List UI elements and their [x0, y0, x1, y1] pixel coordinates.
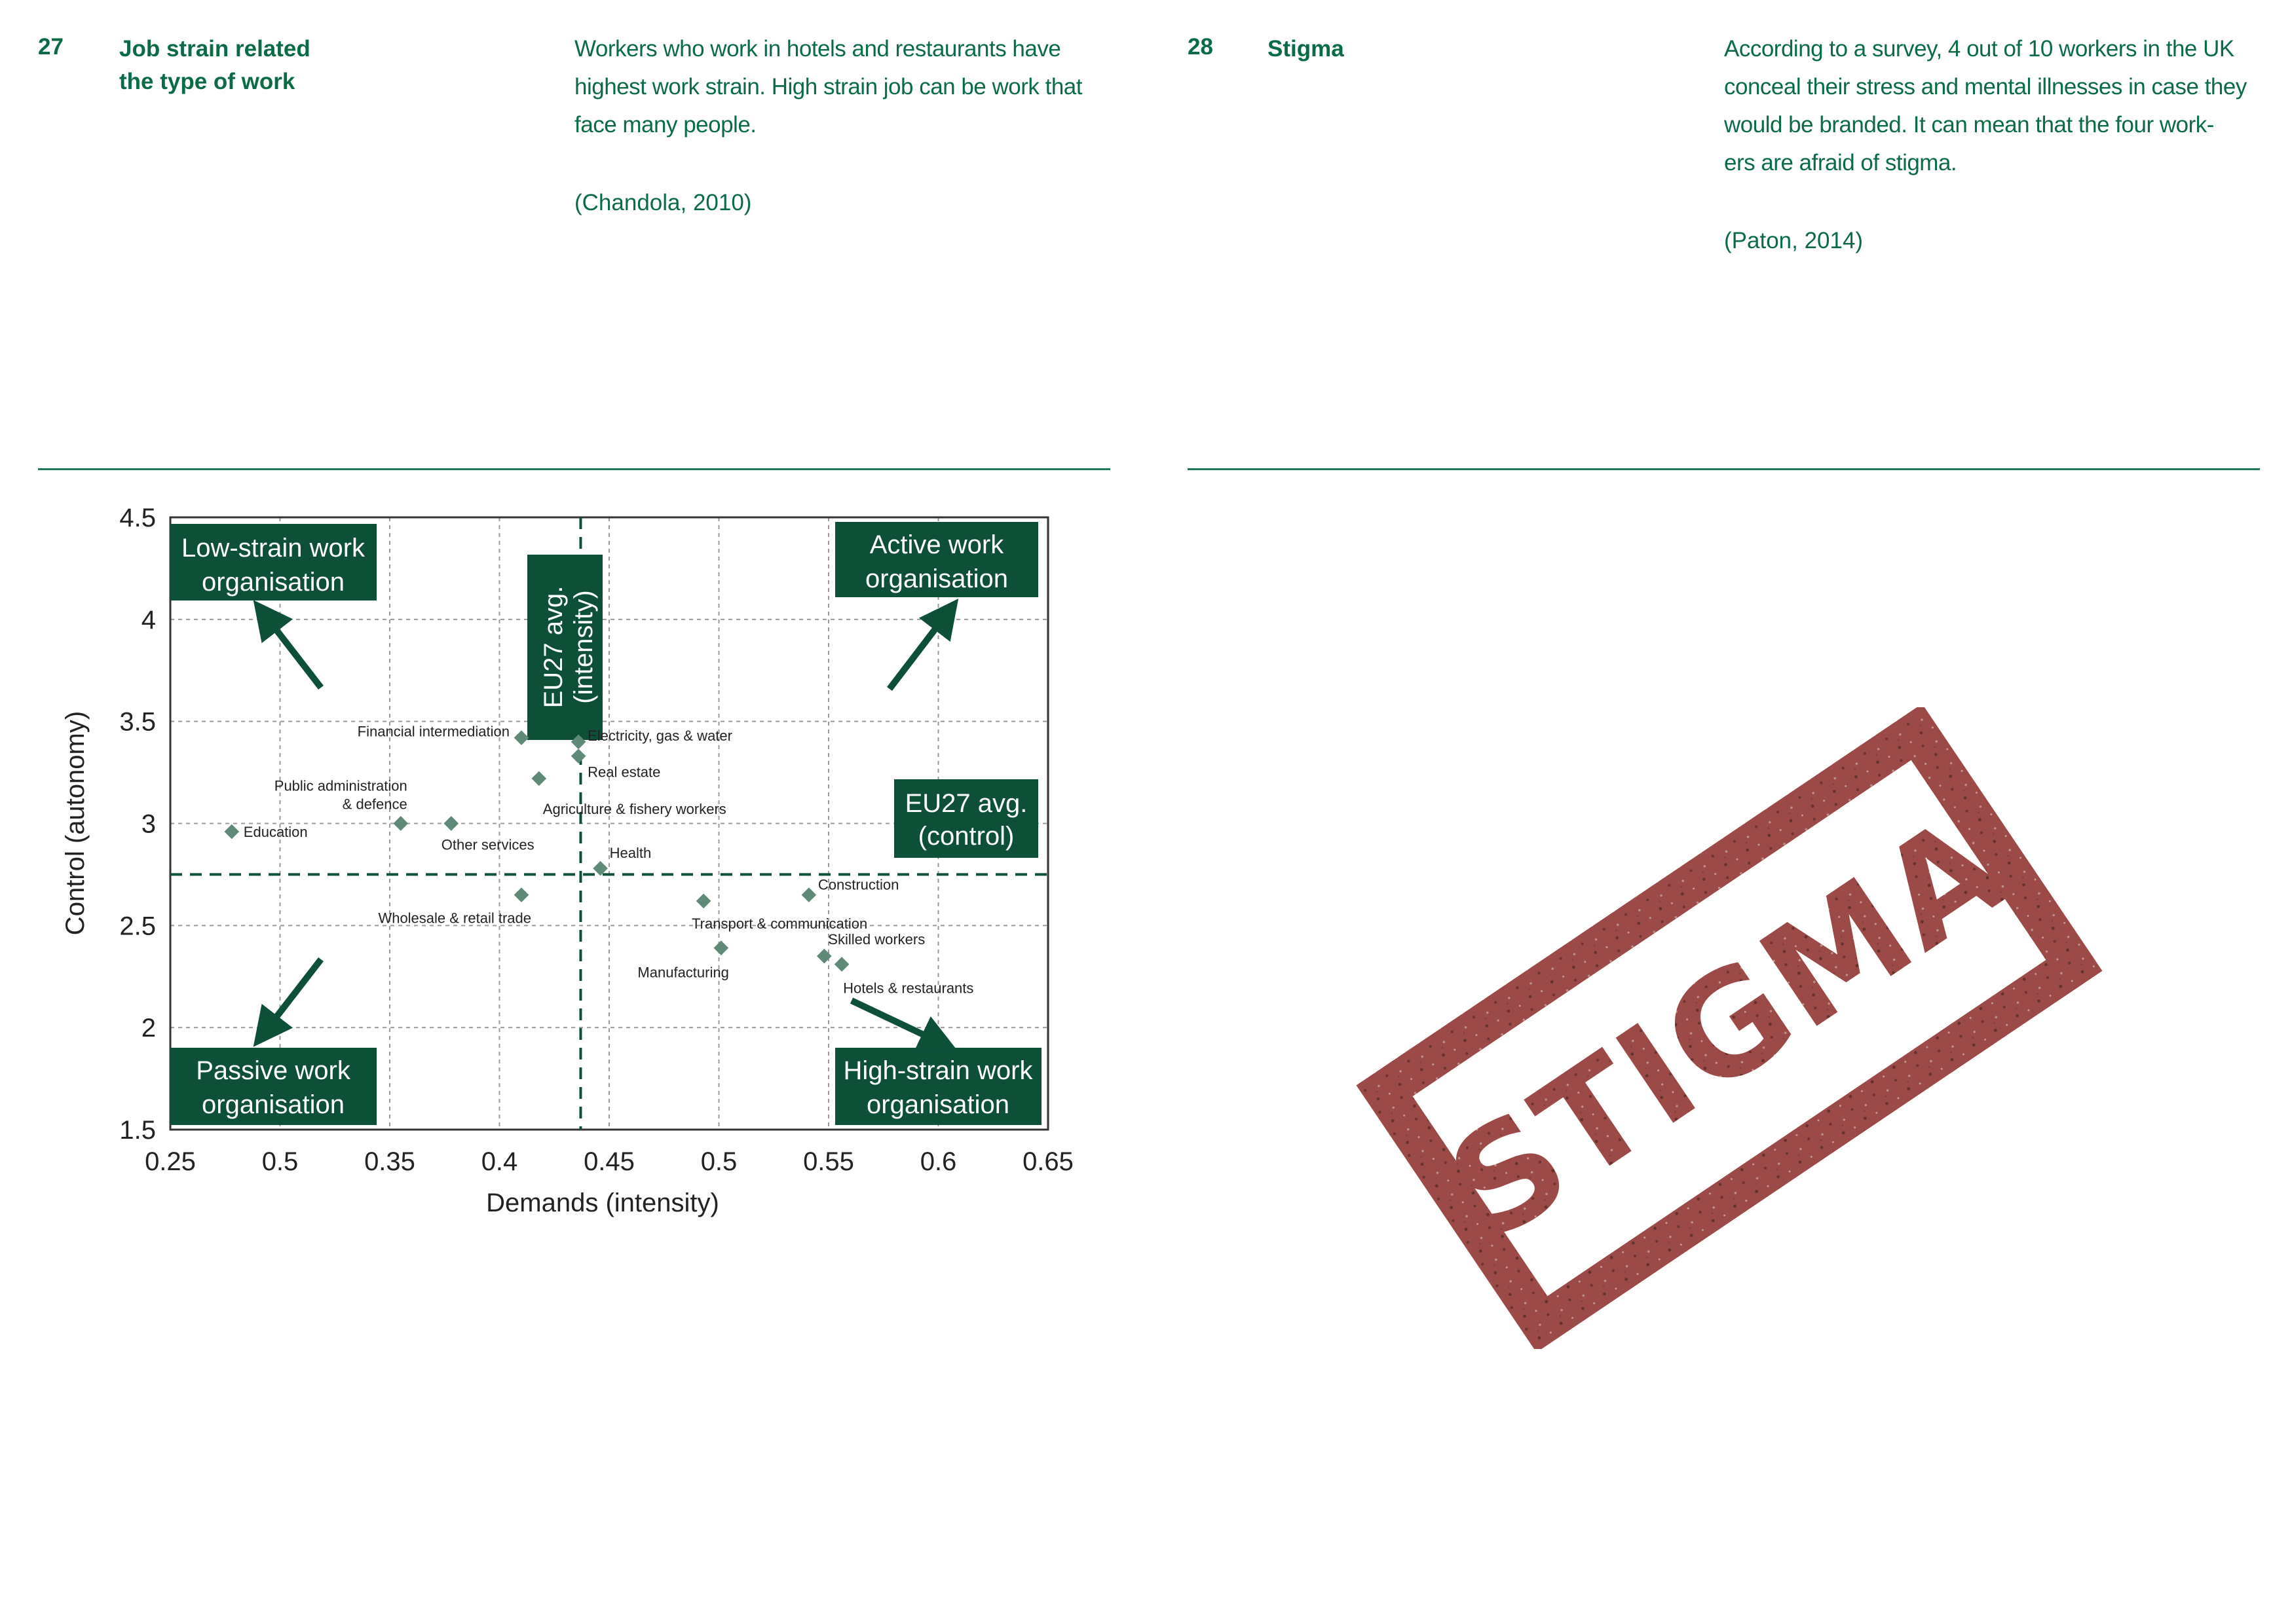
data-point-label: Transport & communication	[692, 915, 868, 932]
stamp-text: STIGMA	[1421, 782, 2036, 1272]
data-point-marker	[817, 949, 832, 964]
quadrant-label-line: organisation	[202, 568, 345, 597]
active-quadrant-label	[835, 522, 1038, 597]
job-strain-citation: (Chandola, 2010)	[574, 190, 752, 215]
y-axis-ticks	[119, 504, 156, 1145]
avg-label-line: (control)	[918, 822, 1015, 851]
x-tick-label: 0.6	[920, 1147, 957, 1176]
data-point-label: Electricity, gas & water	[588, 727, 732, 744]
section-heading-job-strain	[119, 33, 310, 98]
data-point-label: Agriculture & fishery workers	[542, 800, 726, 817]
y-tick-label: 4	[141, 605, 156, 635]
y-tick-label: 2	[141, 1014, 156, 1043]
data-point-marker	[802, 887, 817, 902]
paragraph-line: would be branded. It can mean that the four work-	[1724, 112, 2214, 138]
arrow-icon	[265, 616, 321, 688]
stigma-stamp-image	[1336, 707, 2149, 1349]
divider-left	[38, 468, 1110, 470]
x-tick-label: 0.5	[261, 1147, 299, 1176]
avg-label-line: (intensity)	[569, 590, 598, 704]
data-point-label: Skilled workers	[828, 931, 926, 948]
heading-line: the type of work	[119, 69, 295, 94]
quadrant-label-line: Low-strain work	[181, 534, 366, 563]
data-point-marker	[835, 957, 850, 972]
data-points	[224, 724, 973, 997]
stigma-citation: (Paton, 2014)	[1724, 228, 1864, 253]
x-tick-label: 0.25	[145, 1147, 196, 1176]
job-strain-scatter-chart	[39, 485, 1087, 1244]
data-point-marker	[714, 940, 729, 955]
job-strain-paragraph	[574, 30, 1082, 144]
x-tick-label: 0.35	[364, 1147, 415, 1176]
section-number-28: 28	[1188, 34, 1213, 60]
x-tick-label: 0.5	[700, 1147, 738, 1176]
y-axis-title: Control (autonomy)	[61, 710, 90, 936]
data-point-marker	[443, 816, 459, 831]
heading-line: Job strain related	[119, 36, 310, 62]
y-tick-label: 3	[141, 809, 156, 839]
section-heading-stigma: Stigma	[1267, 36, 1344, 62]
y-tick-label: 3.5	[119, 707, 156, 737]
data-point-label: Public administration	[274, 777, 407, 794]
x-axis-title: Demands (intensity)	[486, 1189, 719, 1217]
paragraph-line: Workers who work in hotels and restaurants have	[574, 36, 1061, 62]
quadrant-label-line: organisation	[865, 564, 1008, 593]
data-point-label: Construction	[817, 876, 899, 893]
x-tick-label: 0.55	[803, 1147, 854, 1176]
paragraph-line: highest work strain. High strain job can be work that	[574, 74, 1082, 100]
quadrant-label-line: Passive work	[196, 1056, 350, 1085]
avg-label-line: EU27 avg.	[539, 585, 568, 709]
data-point-marker	[393, 816, 408, 831]
quadrant-label-line: organisation	[202, 1090, 345, 1119]
data-point-marker	[531, 771, 546, 786]
data-point-label: Education	[243, 823, 308, 840]
eu27-control-label	[894, 779, 1038, 858]
paragraph-line: conceal their stress and mental illnesses in case they	[1724, 74, 2247, 100]
data-point-label: Hotels & restaurants	[843, 980, 974, 997]
y-tick-label: 4.5	[119, 504, 156, 532]
high-strain-quadrant-label	[835, 1048, 1042, 1125]
x-tick-label: 0.4	[481, 1147, 518, 1176]
x-axis-ticks	[145, 1147, 1074, 1176]
y-tick-label: 2.5	[119, 912, 156, 941]
data-point-marker	[224, 824, 239, 840]
data-point-marker	[514, 887, 529, 902]
paragraph-line: According to a survey, 4 out of 10 workers in the UK	[1724, 36, 2234, 62]
quadrant-label-line: organisation	[867, 1090, 1009, 1119]
data-point-label: & defence	[342, 796, 407, 813]
stigma-paragraph	[1724, 30, 2247, 182]
passive-quadrant-label	[170, 1048, 377, 1125]
x-tick-label: 0.65	[1023, 1147, 1074, 1176]
low-strain-quadrant-label	[170, 524, 377, 600]
eu27-intensity-label	[527, 555, 603, 740]
divider-right	[1188, 468, 2260, 470]
quadrant-label-line: Active work	[869, 530, 1004, 559]
data-point-marker	[696, 894, 711, 909]
y-tick-label: 1.5	[119, 1116, 156, 1145]
data-point-label: Real estate	[588, 764, 661, 781]
paragraph-line: face many people.	[574, 112, 757, 138]
arrow-icon	[852, 1001, 940, 1043]
data-point-marker	[514, 730, 529, 745]
data-point-label: Wholesale & retail trade	[378, 910, 531, 927]
data-point-label: Other services	[441, 836, 535, 853]
x-tick-label: 0.45	[584, 1147, 635, 1176]
data-point-label: Financial intermediation	[357, 723, 510, 740]
avg-label-line: EU27 avg.	[905, 789, 1028, 818]
quadrant-label-line: High-strain work	[843, 1056, 1033, 1085]
data-point-label: Manufacturing	[637, 964, 729, 981]
arrow-icon	[265, 959, 321, 1031]
data-point-marker	[571, 748, 586, 764]
paragraph-line: ers are afraid of stigma.	[1724, 150, 1957, 175]
data-point-label: Health	[609, 845, 652, 862]
section-number-27: 27	[38, 34, 64, 60]
